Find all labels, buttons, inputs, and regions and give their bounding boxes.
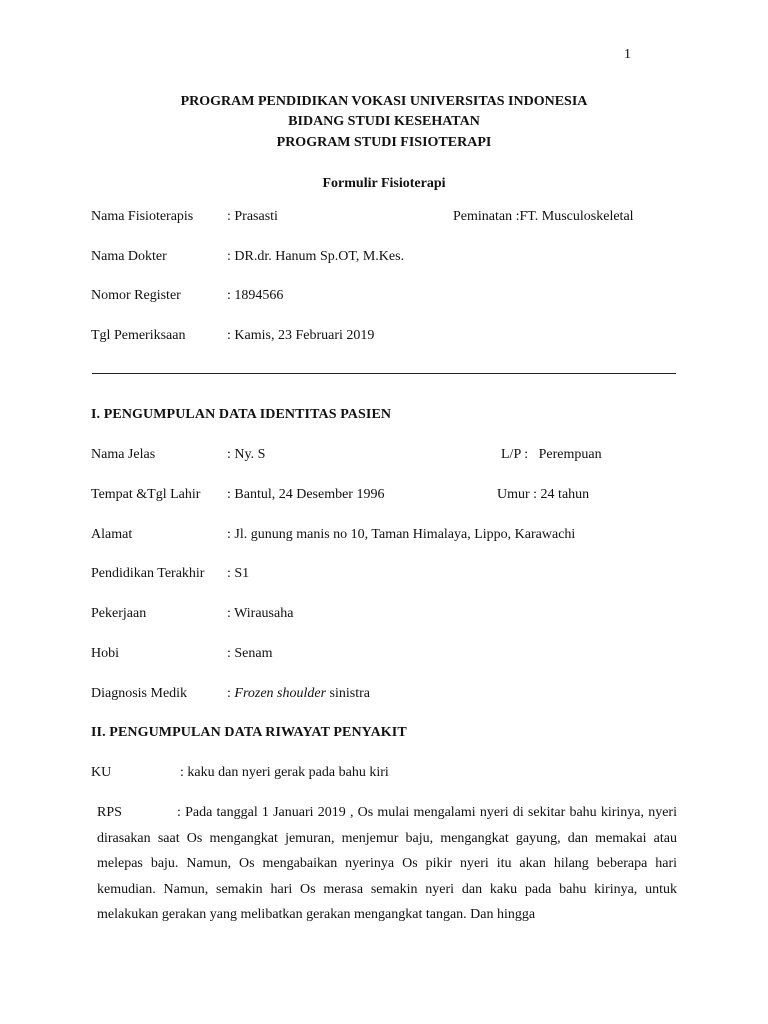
peminatan: Peminatan :FT. Musculoskeletal: [453, 209, 634, 224]
label-pendidikan: Pendidikan Terakhir: [91, 566, 205, 581]
label-hobi: Hobi: [91, 646, 119, 661]
value-nomor-register: : 1894566: [227, 288, 284, 303]
label-alamat: Alamat: [91, 527, 133, 542]
label-nama-dokter: Nama Dokter: [91, 249, 167, 264]
value-ku: : kaku dan nyeri gerak pada bahu kiri: [180, 765, 389, 780]
diagnosis-prefix: :: [227, 686, 235, 701]
section-riwayat-title: II. PENGUMPULAN DATA RIWAYAT PENYAKIT: [91, 725, 407, 740]
section-identitas-title: I. PENGUMPULAN DATA IDENTITAS PASIEN: [91, 407, 392, 422]
jenis-kelamin: L/P : Perempuan: [501, 447, 602, 462]
value-tempat-tgl-lahir: : Bantul, 24 Desember 1996: [227, 487, 385, 502]
page-number: 1: [624, 47, 631, 62]
label-nama-jelas: Nama Jelas: [91, 447, 156, 462]
rps-paragraph: [97, 800, 677, 928]
label-ku: KU: [91, 765, 112, 780]
label-tempat-tgl-lahir: Tempat &Tgl Lahir: [91, 487, 201, 502]
umur: Umur : 24 tahun: [497, 487, 590, 502]
form-title: Formulir Fisioterapi: [322, 176, 446, 191]
label-tgl-pemeriksaan: Tgl Pemeriksaan: [91, 328, 186, 343]
value-diagnosis: [227, 686, 370, 702]
divider-line: [92, 373, 676, 374]
value-alamat: : Jl. gunung manis no 10, Taman Himalaya, Lippo, Karawachi: [227, 527, 576, 542]
value-nama-dokter: : DR.dr. Hanum Sp.OT, M.Kes.: [227, 249, 405, 264]
label-pekerjaan: Pekerjaan: [91, 606, 147, 621]
label-rps: RPS: [97, 805, 122, 820]
value-pendidikan: : S1: [227, 566, 250, 581]
diagnosis-suffix: sinistra: [326, 686, 370, 701]
label-nomor-register: Nomor Register: [91, 288, 181, 303]
label-nama-fisioterapis: Nama Fisioterapis: [91, 209, 194, 224]
value-nama-fisioterapis: : Prasasti: [227, 209, 278, 224]
diagnosis-italic: Frozen shoulder: [234, 686, 327, 701]
value-nama-jelas: : Ny. S: [227, 447, 266, 462]
value-hobi: : Senam: [227, 646, 273, 661]
header-program: PROGRAM STUDI FISIOTERAPI: [276, 135, 492, 150]
value-pekerjaan: : Wirausaha: [227, 606, 294, 621]
value-tgl-pemeriksaan: : Kamis, 23 Februari 2019: [227, 328, 375, 343]
label-diagnosis: Diagnosis Medik: [91, 686, 188, 701]
value-rps: : Pada tanggal 1 Januari 2019 , Os mulai mengalami nyeri di sekitar bahu kirinya, nyeri dirasakan saat Os mengangkat jemuran, menjemur baju, mengangkat gayung, dan memakai atau melepas baju. Namun, Os mengabaikan nyerinya Os pikir nyeri itu akan hilang beberapa hari kemudian. Namun, semakin hari Os merasa semakin nyeri dan kaku pada bahu kirinya, untuk melakukan gerakan yang melibatkan gerakan mengangkat tangan. Dan hingga: [97, 805, 677, 922]
header-institution: PROGRAM PENDIDIKAN VOKASI UNIVERSITAS INDONESIA: [180, 94, 588, 109]
header-field: BIDANG STUDI KESEHATAN: [288, 114, 480, 129]
